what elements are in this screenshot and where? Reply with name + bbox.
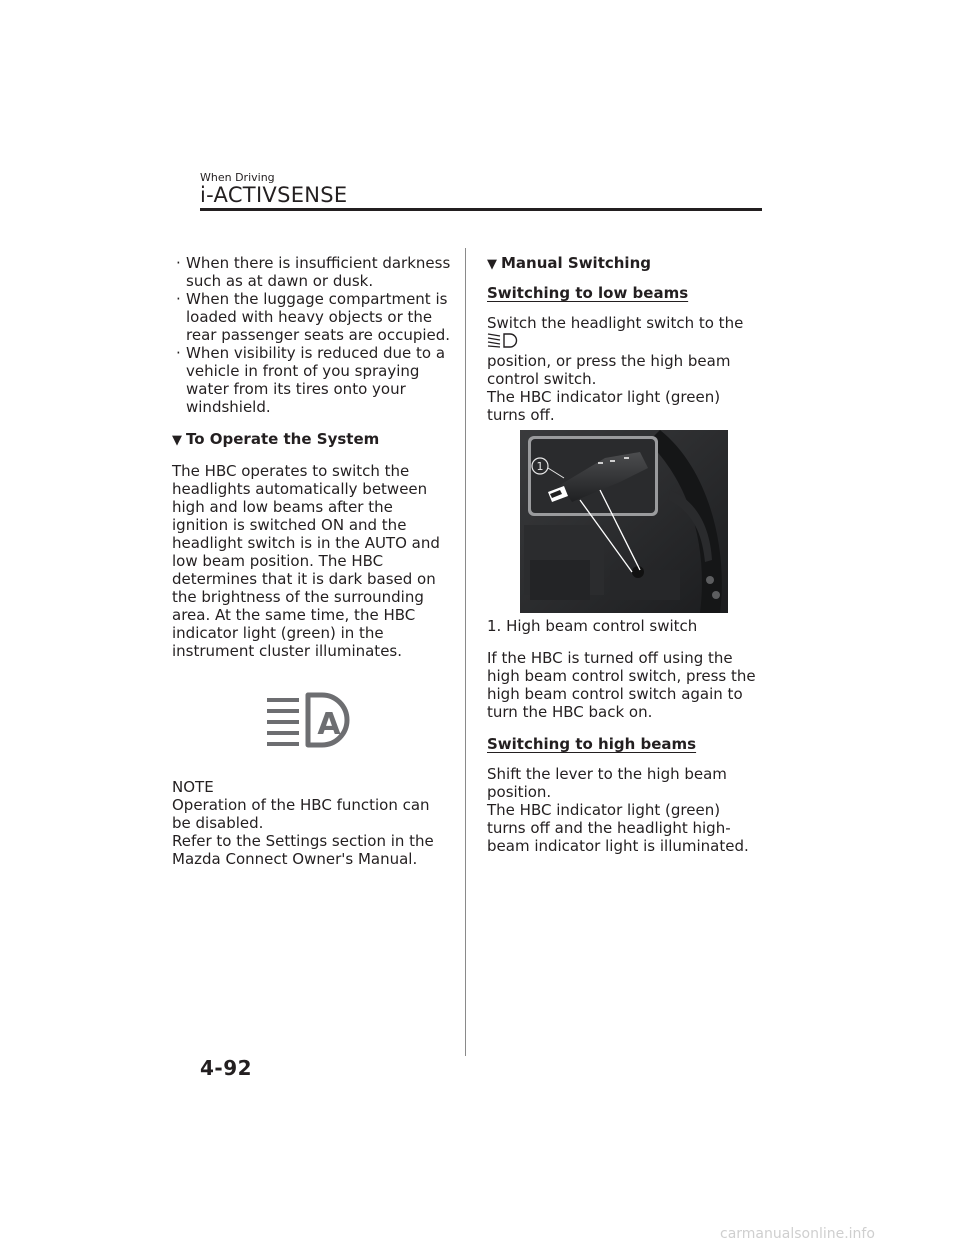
hbc-indicator-icon — [172, 690, 452, 754]
triangle-down-icon: ▼ — [172, 433, 182, 448]
page-number: 4-92 — [200, 1056, 253, 1080]
list-item: · When visibility is reduced due to a vehicle in front of you spraying water from its tires onto your windshield. — [172, 344, 452, 416]
high-beam-heading: Switching to high beams — [487, 735, 697, 753]
column-divider — [465, 248, 466, 1056]
note-text: Operation of the HBC function can be disabled. — [172, 796, 430, 832]
right-column — [487, 254, 762, 855]
note-text: Refer to the Settings section in the Mazda Connect Owner's Manual. — [172, 832, 434, 868]
triangle-down-icon: ▼ — [487, 257, 497, 272]
note-label: NOTE — [172, 778, 214, 796]
lever-figure — [520, 430, 728, 613]
svg-text:A: A — [317, 707, 341, 742]
low-beam-text: The HBC indicator light (green) turns off. — [487, 388, 721, 424]
figure-callout-label: 1 — [536, 460, 544, 473]
low-beam-heading: Switching to low beams — [487, 284, 689, 302]
section-label: When Driving — [200, 171, 275, 184]
low-beam-text: position, or press the high beam control switch. — [487, 352, 731, 388]
page-title: i-ACTIVSENSE — [200, 183, 348, 207]
manual-heading: ▼ Manual Switching — [487, 254, 651, 272]
high-beam-text: The HBC indicator light (green) turns off and the headlight high-beam indicator light is illuminated. — [487, 801, 749, 855]
left-column — [172, 254, 452, 868]
list-item: · When there is insufficient darkness such as at dawn or dusk. — [172, 254, 452, 290]
hbc-off-text: If the HBC is turned off using the high beam control switch, press the high beam control switch again to turn the HBC back on. — [487, 649, 756, 721]
condition-list — [172, 254, 452, 416]
low-beam-headlight-icon — [487, 332, 523, 352]
figure-caption: 1. High beam control switch — [487, 617, 698, 635]
header-rule — [200, 208, 762, 211]
operate-text: The HBC operates to switch the headlights automatically between high and low beams after the ignition is switched ON and the headlight switch is in the AUTO and low beam position. The HBC determines that it is dark based on the brightness of the surrounding area. At the same time, the HBC indicator light (green) in the instrument cluster illuminates. — [172, 462, 440, 660]
list-item: · When the luggage compartment is loaded with heavy objects or the rear passenger seats are occupied. — [172, 290, 452, 344]
operate-heading: ▼ To Operate the System — [172, 430, 380, 448]
watermark[interactable]: carmanualsonline.info — [720, 1226, 875, 1242]
high-beam-text: Shift the lever to the high beam position. — [487, 765, 727, 801]
low-beam-text: Switch the headlight switch to the — [487, 314, 762, 352]
